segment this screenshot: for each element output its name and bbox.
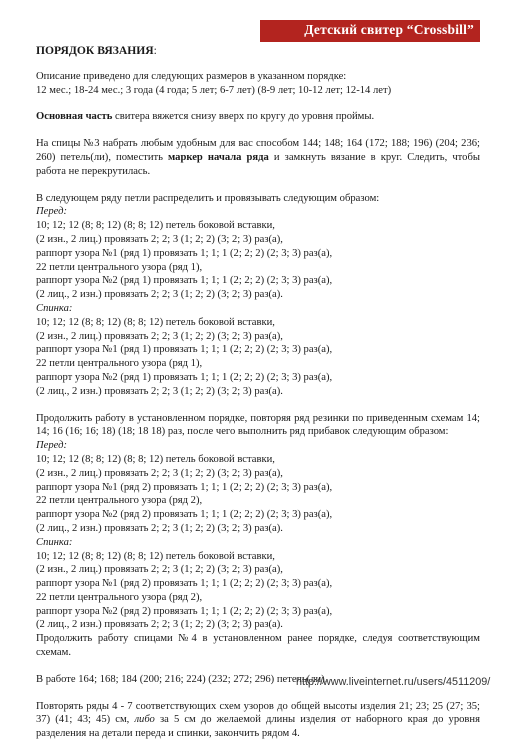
needles4-paragraph: Продолжить работу спицами №4 в установленном ранее порядке, следуя соответствующим схемам. bbox=[36, 633, 480, 659]
section-title-colon: : bbox=[153, 44, 157, 57]
block2-front-line: 22 петли центрального узора (ряд 2), bbox=[36, 495, 203, 507]
block1-back-line: раппорт узора №2 (ряд 1) провязать 1; 1; 1 (2; 2; 2) (2; 3; 3) раз(а), bbox=[36, 371, 333, 383]
block2-back-line: раппорт узора №1 (ряд 2) провязать 1; 1; 1 (2; 2; 2) (2; 3; 3) раз(а), bbox=[36, 578, 333, 590]
block1-front-label: Перед: bbox=[36, 206, 67, 218]
section-heading bbox=[36, 44, 480, 58]
block1-back-line: 22 петли центрального узора (ряд 1), bbox=[36, 358, 203, 370]
main-part-bold: Основная часть bbox=[36, 111, 113, 123]
next-row-intro: В следующем ряду петли распределить и провязывать следующим образом: bbox=[36, 192, 380, 204]
section-title-text: ПОРЯДОК ВЯЗАНИЯ bbox=[36, 44, 154, 57]
block1-back-line: раппорт узора №1 (ряд 1) провязать 1; 1; 1 (2; 2; 2) (2; 3; 3) раз(а), bbox=[36, 344, 333, 356]
block1-front-line: (2 лиц., 2 изн.) провязать 2; 2; 3 (1; 2; 2) (3; 2; 3) раз(а). bbox=[36, 289, 283, 301]
block2-back-line: 22 петли центрального узора (ряд 2), bbox=[36, 591, 203, 603]
block1-front-line: раппорт узора №1 (ряд 1) провязать 1; 1; 1 (2; 2; 2) (2; 3; 3) раз(а), bbox=[36, 247, 333, 259]
block2-front-line: (2 лиц., 2 изн.) провязать 2; 2; 3 (1; 2; 2) (3; 2; 3) раз(а). bbox=[36, 522, 283, 534]
block1 bbox=[36, 192, 480, 399]
watermark-url: http://www.liveinternet.ru/users/4511209/ bbox=[296, 676, 491, 688]
cast-on-before: На спицы №3 набрать любым удобным для вас способом 144; 148; 164 (172; 188; 196) (204; 236; 260) петель(ли), поместить bbox=[36, 138, 480, 163]
continue-paragraph: Продолжить работу в установленном порядке, повторяя ряд резинки по приведенным схемам 14; 14; 16 (16; 16; 18) (18; 18 18) раз, после чего выполнить ряд прибавок следующим образом: bbox=[36, 412, 480, 438]
main-part-paragraph bbox=[36, 110, 480, 124]
repeat-after: за 5 см до желаемой длины изделия от наборного края до уровня разделения на детали переда и спинки, закончить рядом 4. bbox=[36, 714, 480, 740]
repeat-paragraph bbox=[36, 700, 480, 741]
cast-on-marker: маркер начала ряда bbox=[168, 151, 269, 163]
block2-back-line: раппорт узора №2 (ряд 2) провязать 1; 1; 1 (2; 2; 2) (2; 3; 3) раз(а), bbox=[36, 605, 333, 617]
document-body bbox=[36, 40, 480, 741]
cast-on-after: и замкнуть вязание в круг. Следить, чтобы работа не перекрутилась. bbox=[36, 151, 480, 177]
block2 bbox=[36, 412, 480, 660]
block2-front-line: 10; 12; 12 (8; 8; 12) (8; 8; 12) петель боковой вставки, bbox=[36, 453, 275, 465]
sizes-list: 12 мес.; 18-24 мес.; 3 года (4 года; 5 лет; 6-7 лет) (8-9 лет; 10-12 лет; 12-14 лет) bbox=[36, 84, 392, 96]
main-part-rest: свитера вяжется снизу вверх по кругу до уровня проймы. bbox=[112, 111, 375, 123]
cast-on-paragraph bbox=[36, 137, 480, 178]
in-work-paragraph: В работе 164; 168; 184 (200; 216; 224) (232; 272; 296) петель(ли). bbox=[36, 673, 328, 685]
block1-front-line: раппорт узора №2 (ряд 1) провязать 1; 1; 1 (2; 2; 2) (2; 3; 3) раз(а), bbox=[36, 275, 333, 287]
block1-front-line: 10; 12; 12 (8; 8; 12) (8; 8; 12) петель боковой вставки, bbox=[36, 220, 275, 232]
block1-back-line: (2 лиц., 2 изн.) провязать 2; 2; 3 (1; 2; 2) (3; 2; 3) раз(а). bbox=[36, 385, 283, 397]
repeat-before: Повторять ряды 4 - 7 соответствующих схем узоров до общей высоты изделия 21; 23; 25 (27; 35; 37) (41; 43; 45) см, bbox=[36, 700, 480, 726]
block2-front-line: раппорт узора №2 (ряд 2) провязать 1; 1; 1 (2; 2; 2) (2; 3; 3) раз(а), bbox=[36, 509, 333, 521]
block1-back-line: 10; 12; 12 (8; 8; 12) (8; 8; 12) петель боковой вставки, bbox=[36, 316, 275, 328]
header-bar bbox=[260, 20, 480, 42]
sizes-intro: Описание приведено для следующих размеров в указанном порядке: bbox=[36, 70, 347, 82]
block2-front-label: Перед: bbox=[36, 440, 67, 452]
document-title: Детский свитер “Crossbill” bbox=[304, 22, 474, 37]
block2-back-line: (2 лиц., 2 изн.) провязать 2; 2; 3 (1; 2; 2) (3; 2; 3) раз(а). bbox=[36, 619, 283, 631]
block1-front-line: (2 изн., 2 лиц.) провязать 2; 2; 3 (1; 2; 2) (3; 2; 3) раз(а), bbox=[36, 233, 283, 245]
sizes-paragraph bbox=[36, 70, 480, 98]
repeat-italic: либо bbox=[134, 714, 155, 726]
block1-front-line: 22 петли центрального узора (ряд 1), bbox=[36, 261, 203, 273]
block2-front-line: раппорт узора №1 (ряд 2) провязать 1; 1; 1 (2; 2; 2) (2; 3; 3) раз(а), bbox=[36, 481, 333, 493]
block2-back-line: (2 изн., 2 лиц.) провязать 2; 2; 3 (1; 2; 2) (3; 2; 3) раз(а), bbox=[36, 564, 283, 576]
block2-front-line: (2 изн., 2 лиц.) провязать 2; 2; 3 (1; 2; 2) (3; 2; 3) раз(а), bbox=[36, 467, 283, 479]
block2-back-label: Спинка: bbox=[36, 536, 73, 548]
block1-back-label: Спинка: bbox=[36, 302, 73, 314]
block2-back-line: 10; 12; 12 (8; 8; 12) (8; 8; 12) петель боковой вставки, bbox=[36, 550, 275, 562]
block1-back-line: (2 изн., 2 лиц.) провязать 2; 2; 3 (1; 2; 2) (3; 2; 3) раз(а), bbox=[36, 330, 283, 342]
